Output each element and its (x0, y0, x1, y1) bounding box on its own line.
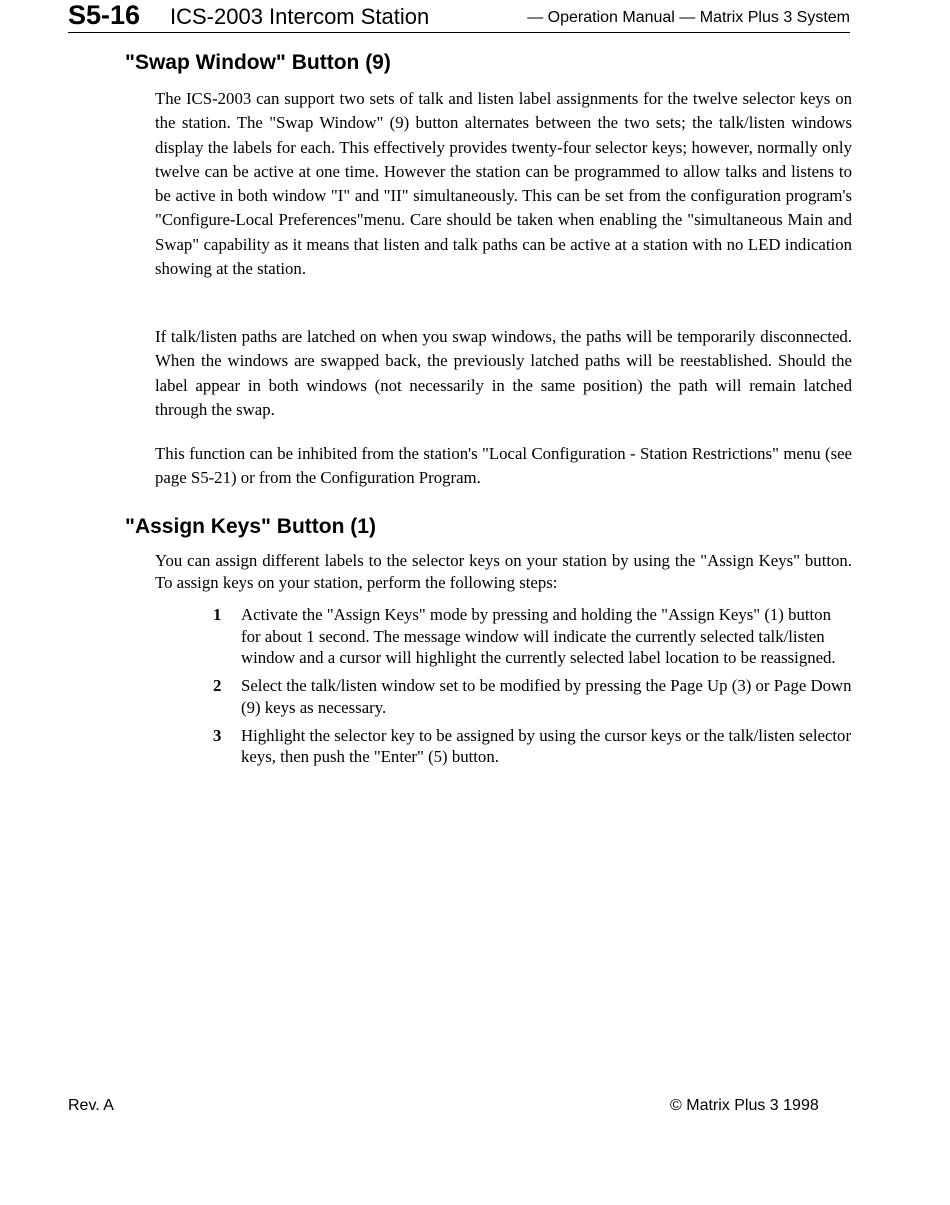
assign-keys-intro: You can assign different labels to the selector keys on your station by using the "Assign Keys" button. To assign keys on your station, perform the following steps: (155, 551, 852, 592)
step-number: 1 (213, 605, 222, 624)
manual-title: — Operation Manual — Matrix Plus 3 System (527, 9, 850, 26)
assign-keys-steps (205, 604, 853, 774)
step-text: Select the talk/listen window set to be modified by pressing the Page Up (3) or Page Down (9) keys as necessary. (241, 676, 852, 717)
step-item (205, 604, 853, 669)
document-title: ICS-2003 Intercom Station (170, 4, 430, 29)
step-text: Highlight the selector key to be assigned by using the cursor keys or the talk/listen selector keys, then push the "Enter" (5) button. (241, 725, 852, 766)
swap-window-paragraph-1: The ICS-2003 can support two sets of talk and listen label assignments for the twelve selector keys on the station. The "Swap Window" (9) button alternates between the two sets; the talk/listen windows display the labels for each. This effectively provides twenty-four selector keys; however, normally only twelve can be active at one time. However the station can be programmed to allow talks and listens to be active in both window "I" and "II" simultaneously. This can be set from the configuration program's "Configure-Local Preferences"menu. Care should be taken when enabling the "simultaneous Main and Swap" capability as it means that listen and talk paths can be active at a station with no LED indication showing at the station. (155, 89, 852, 279)
page-header (68, 0, 850, 33)
section-heading-swap-window: "Swap Window" Button (9) (125, 51, 391, 74)
revision-label: Rev. A (68, 1097, 114, 1114)
step-text: Activate the "Assign Keys" mode by pressing and holding the "Assign Keys" (1) button for about 1 second. The message window will indicate the currently selected talk/listen window and a cursor will highlight the currently selected label location to be reassigned. (241, 605, 836, 667)
step-item (205, 675, 853, 718)
page-number: S5-16 (68, 0, 141, 30)
swap-window-paragraph-2: If talk/listen paths are latched on when you swap windows, the paths will be temporarily disconnected. When the windows are swapped back, the previously latched paths will be reestablished. Should the label appear in both windows (not necessarily in the same position) the path will remain latched through the swap. (155, 327, 852, 419)
step-number: 3 (213, 725, 222, 745)
section-heading-assign-keys: "Assign Keys" Button (1) (125, 515, 376, 538)
swap-window-paragraph-3: This function can be inhibited from the station's "Local Configuration - Station Restrictions" menu (see page S5-21) or from the Configuration Program. (155, 444, 852, 488)
step-number: 2 (213, 676, 222, 695)
copyright-notice: © Matrix Plus 3 1998 (670, 1097, 819, 1114)
step-item (205, 725, 853, 768)
